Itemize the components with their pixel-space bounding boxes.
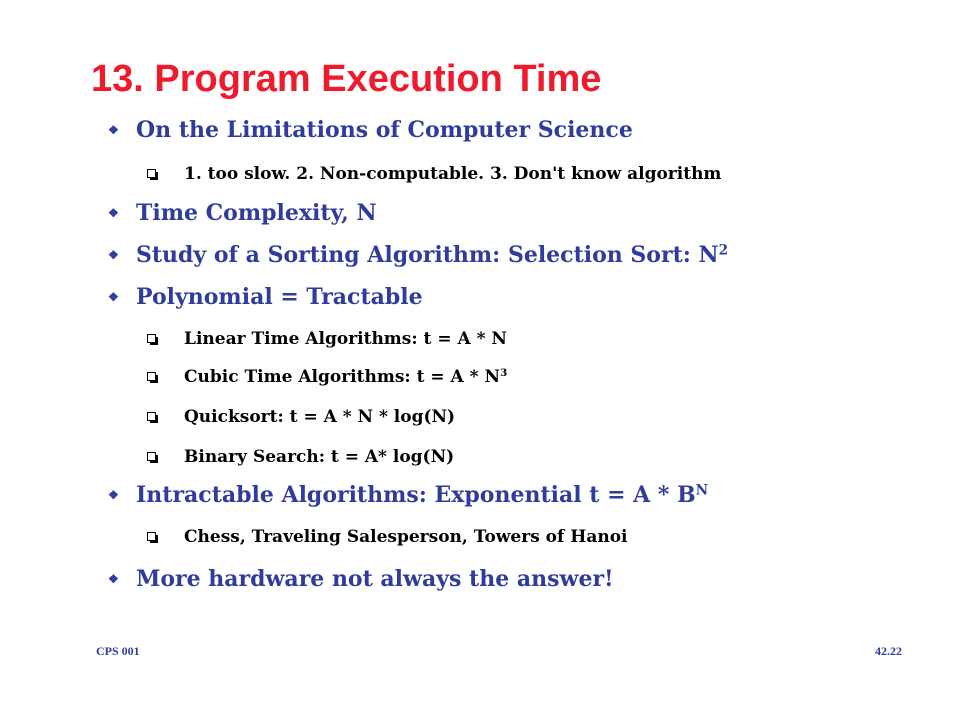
diamond-bullet-icon: ❖ <box>108 248 119 262</box>
square-bullet-icon <box>147 406 184 426</box>
subbullet-limitations-list <box>147 163 721 184</box>
bullet-text: Time Complexity, N <box>136 200 377 226</box>
bullet-time-complexity <box>108 200 377 226</box>
bullet-polynomial <box>108 284 423 310</box>
bullet-limitations <box>108 117 633 143</box>
diamond-bullet-icon: ❖ <box>108 206 119 220</box>
bullet-intractable <box>108 482 708 508</box>
bullet-text: Study of a Sorting Algorithm: Selection Sort: N <box>136 242 719 268</box>
bullet-hardware <box>108 566 614 592</box>
diamond-bullet-icon: ❖ <box>108 290 119 304</box>
subbullet-text: Binary Search: t = A* log(N) <box>184 447 455 467</box>
bullet-text: More hardware not always the answer! <box>136 566 614 592</box>
subbullet-quicksort <box>147 406 455 427</box>
superscript: 2 <box>718 242 729 259</box>
square-bullet-icon <box>147 328 184 348</box>
subbullet-text: Cubic Time Algorithms: t = A * N <box>184 367 500 387</box>
bullet-selection-sort <box>108 242 728 268</box>
subbullet-binary-search <box>147 446 454 467</box>
bullet-text: Polynomial = Tractable <box>136 284 423 310</box>
footer-course: CPS 001 <box>96 644 140 658</box>
square-bullet-icon <box>147 526 184 546</box>
diamond-bullet-icon: ❖ <box>108 572 119 586</box>
diamond-bullet-icon: ❖ <box>108 488 119 502</box>
subbullet-text: 1. too slow. 2. Non-computable. 3. Don't know algorithm <box>184 164 722 184</box>
square-bullet-icon <box>147 366 184 386</box>
subbullet-text: Linear Time Algorithms: t = A * N <box>184 329 507 349</box>
square-bullet-icon <box>147 163 184 183</box>
subbullet-cubic <box>147 366 507 387</box>
superscript: 3 <box>499 367 508 380</box>
subbullet-text: Chess, Traveling Salesperson, Towers of Hanoi <box>184 527 628 547</box>
diamond-bullet-icon: ❖ <box>108 123 119 137</box>
subbullet-linear <box>147 328 507 349</box>
bullet-text: Intractable Algorithms: Exponential t = A * B <box>136 482 696 508</box>
superscript: N <box>695 482 709 499</box>
subbullet-text: Quicksort: t = A * N * log(N) <box>184 407 456 427</box>
slide-title: 13. Program Execution Time <box>91 58 602 100</box>
footer-page-number: 42.22 <box>875 644 902 658</box>
bullet-text: On the Limitations of Computer Science <box>136 117 633 143</box>
subbullet-intractable-examples <box>147 526 628 547</box>
square-bullet-icon <box>147 446 184 466</box>
